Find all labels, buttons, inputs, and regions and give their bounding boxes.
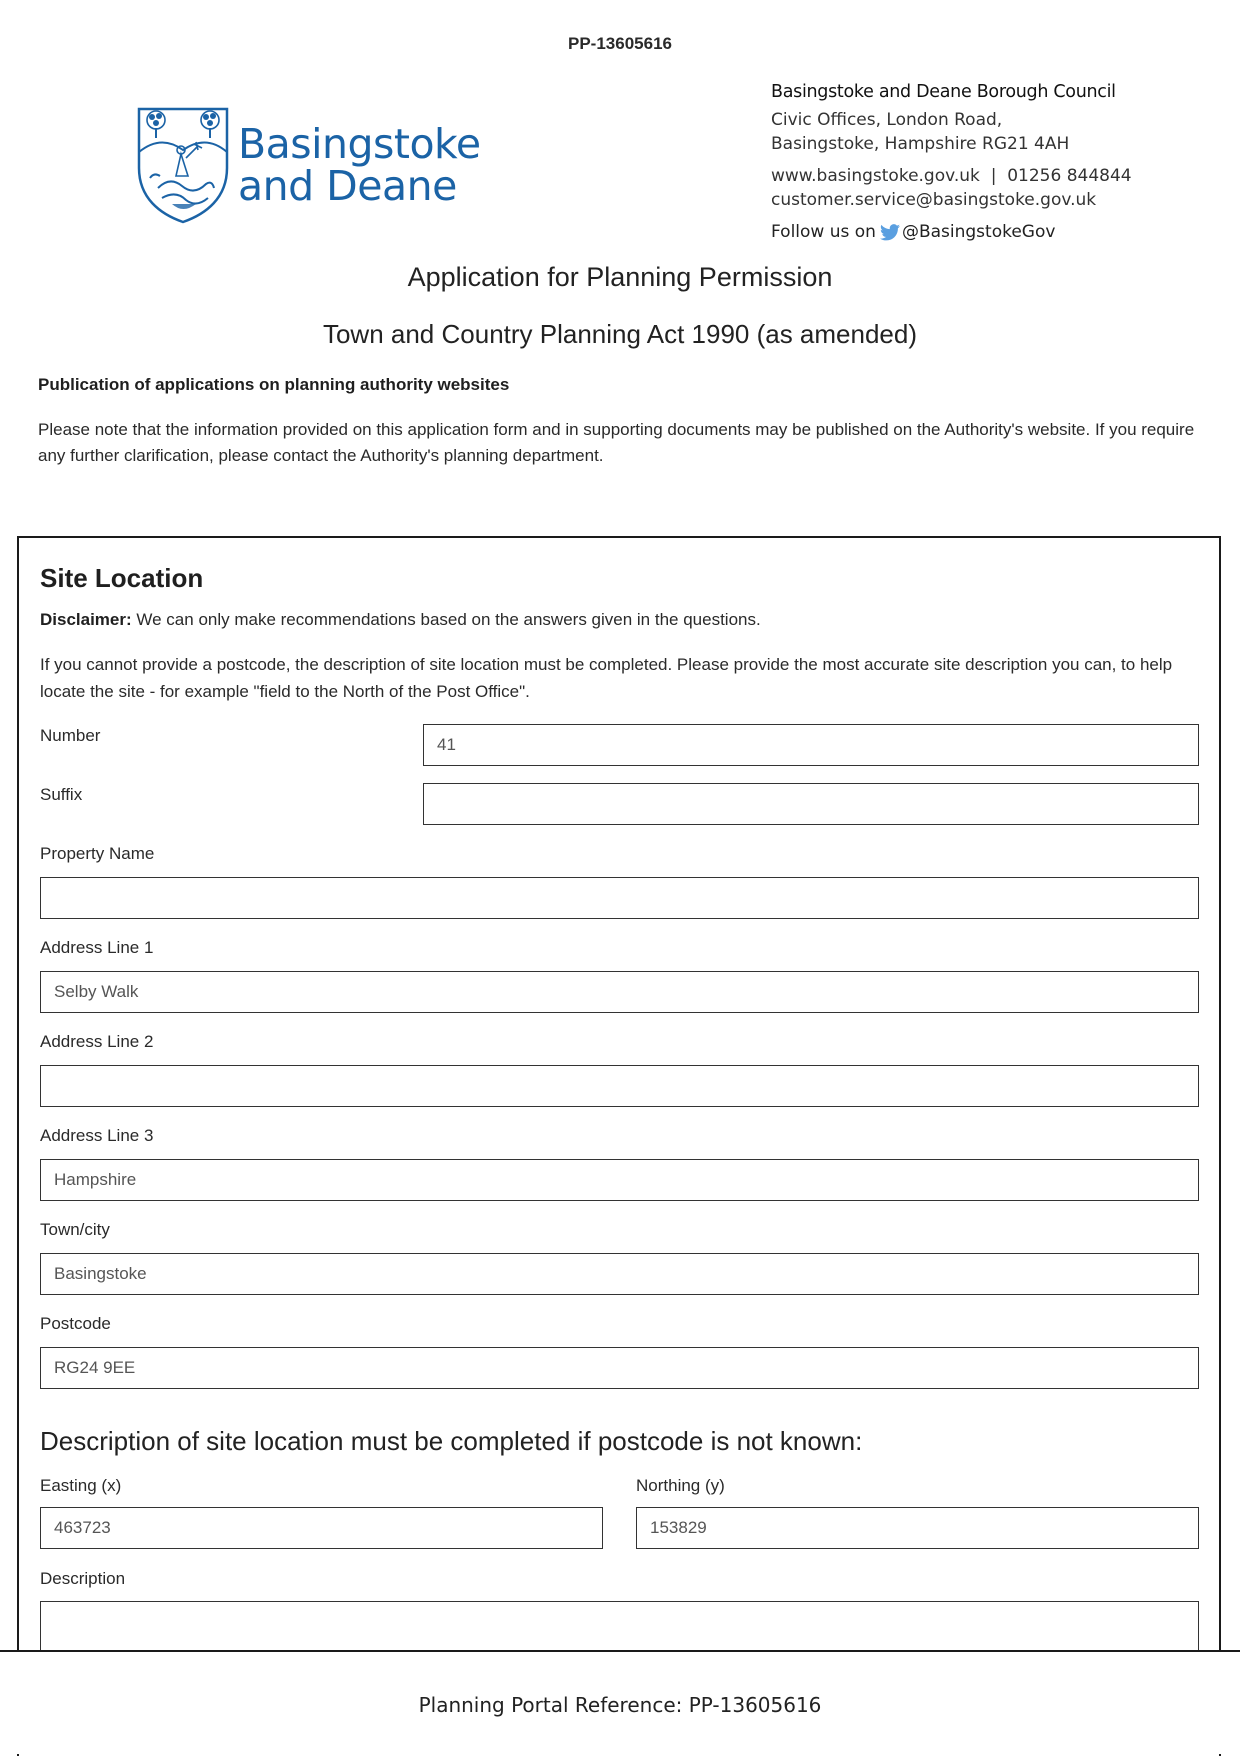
section-title: Site Location	[40, 563, 204, 593]
suffix-label: Suffix	[40, 785, 83, 804]
property-name-field[interactable]	[40, 877, 1199, 919]
postcode-label: Postcode	[40, 1314, 111, 1333]
property-name-label: Property Name	[40, 844, 155, 863]
council-address-line1: Civic Offices, London Road,	[771, 110, 1003, 130]
page-subtitle: Town and Country Planning Act 1990 (as amended)	[322, 319, 918, 349]
council-name: Basingstoke and Deane Borough Council	[771, 82, 1116, 102]
footer-divider	[0, 1650, 1240, 1652]
number-label: Number	[40, 726, 101, 745]
follow-prefix: Follow us on	[771, 222, 876, 242]
twitter-handle: @BasingstokeGov	[901, 222, 1056, 242]
description-label: Description	[40, 1569, 126, 1588]
reference-top: PP-13605616	[568, 34, 672, 53]
publication-heading: Publication of applications on planning authority websites	[38, 375, 510, 394]
address-line3-label: Address Line 3	[40, 1126, 154, 1145]
town-city-label: Town/city	[40, 1220, 110, 1239]
northing-label: Northing (y)	[636, 1476, 725, 1495]
council-logo	[136, 106, 481, 224]
northing-field[interactable]: 153829	[636, 1507, 1199, 1549]
footer-reference: Planning Portal Reference: PP-13605616	[418, 1693, 822, 1717]
address-line3-field[interactable]: Hampshire	[40, 1159, 1199, 1201]
description-heading: Description of site location must be completed if postcode is not known:	[40, 1426, 863, 1456]
page-title: Application for Planning Permission	[407, 262, 833, 292]
logo-wordmark	[238, 120, 481, 210]
council-web-phone: www.basingstoke.gov.uk | 01256 844844	[771, 166, 1132, 186]
site-location-section	[17, 536, 1221, 1756]
town-city-field[interactable]: Basingstoke	[40, 1253, 1199, 1295]
logo-line1: Basingstoke	[238, 120, 481, 168]
disclaimer-text: We can only make recommendations based on the answers given in the questions.	[131, 610, 761, 629]
coat-of-arms-icon	[136, 106, 230, 224]
address-line2-label: Address Line 2	[40, 1032, 154, 1051]
number-field[interactable]: 41	[423, 724, 1199, 766]
council-contact	[771, 80, 1132, 244]
council-email: customer.service@basingstoke.gov.uk	[771, 190, 1097, 210]
suffix-field[interactable]	[423, 783, 1199, 825]
postcode-field[interactable]: RG24 9EE	[40, 1347, 1199, 1389]
disclaimer-label: Disclaimer:	[40, 610, 132, 629]
council-address-line2: Basingstoke, Hampshire RG21 4AH	[771, 134, 1070, 154]
easting-field[interactable]: 463723	[40, 1507, 603, 1549]
disclaimer	[40, 610, 761, 630]
address-line1-label: Address Line 1	[40, 938, 154, 957]
publication-text: Please note that the information provided on this application form and in supporting documents may be published on the Authority's website. If you require any further clarification, please contact the Authority's planning department.	[38, 420, 1195, 465]
site-location-note: If you cannot provide a postcode, the description of site location must be completed. Please provide the most accurate site description you can, to help locate the site - for example "field to the North of the Post Office".	[40, 655, 1173, 701]
easting-label: Easting (x)	[40, 1476, 122, 1495]
logo-line2: and Deane	[238, 162, 457, 210]
address-line1-field[interactable]: Selby Walk	[40, 971, 1199, 1013]
twitter-icon	[880, 224, 900, 241]
council-follow	[771, 220, 1132, 244]
address-line2-field[interactable]	[40, 1065, 1199, 1107]
